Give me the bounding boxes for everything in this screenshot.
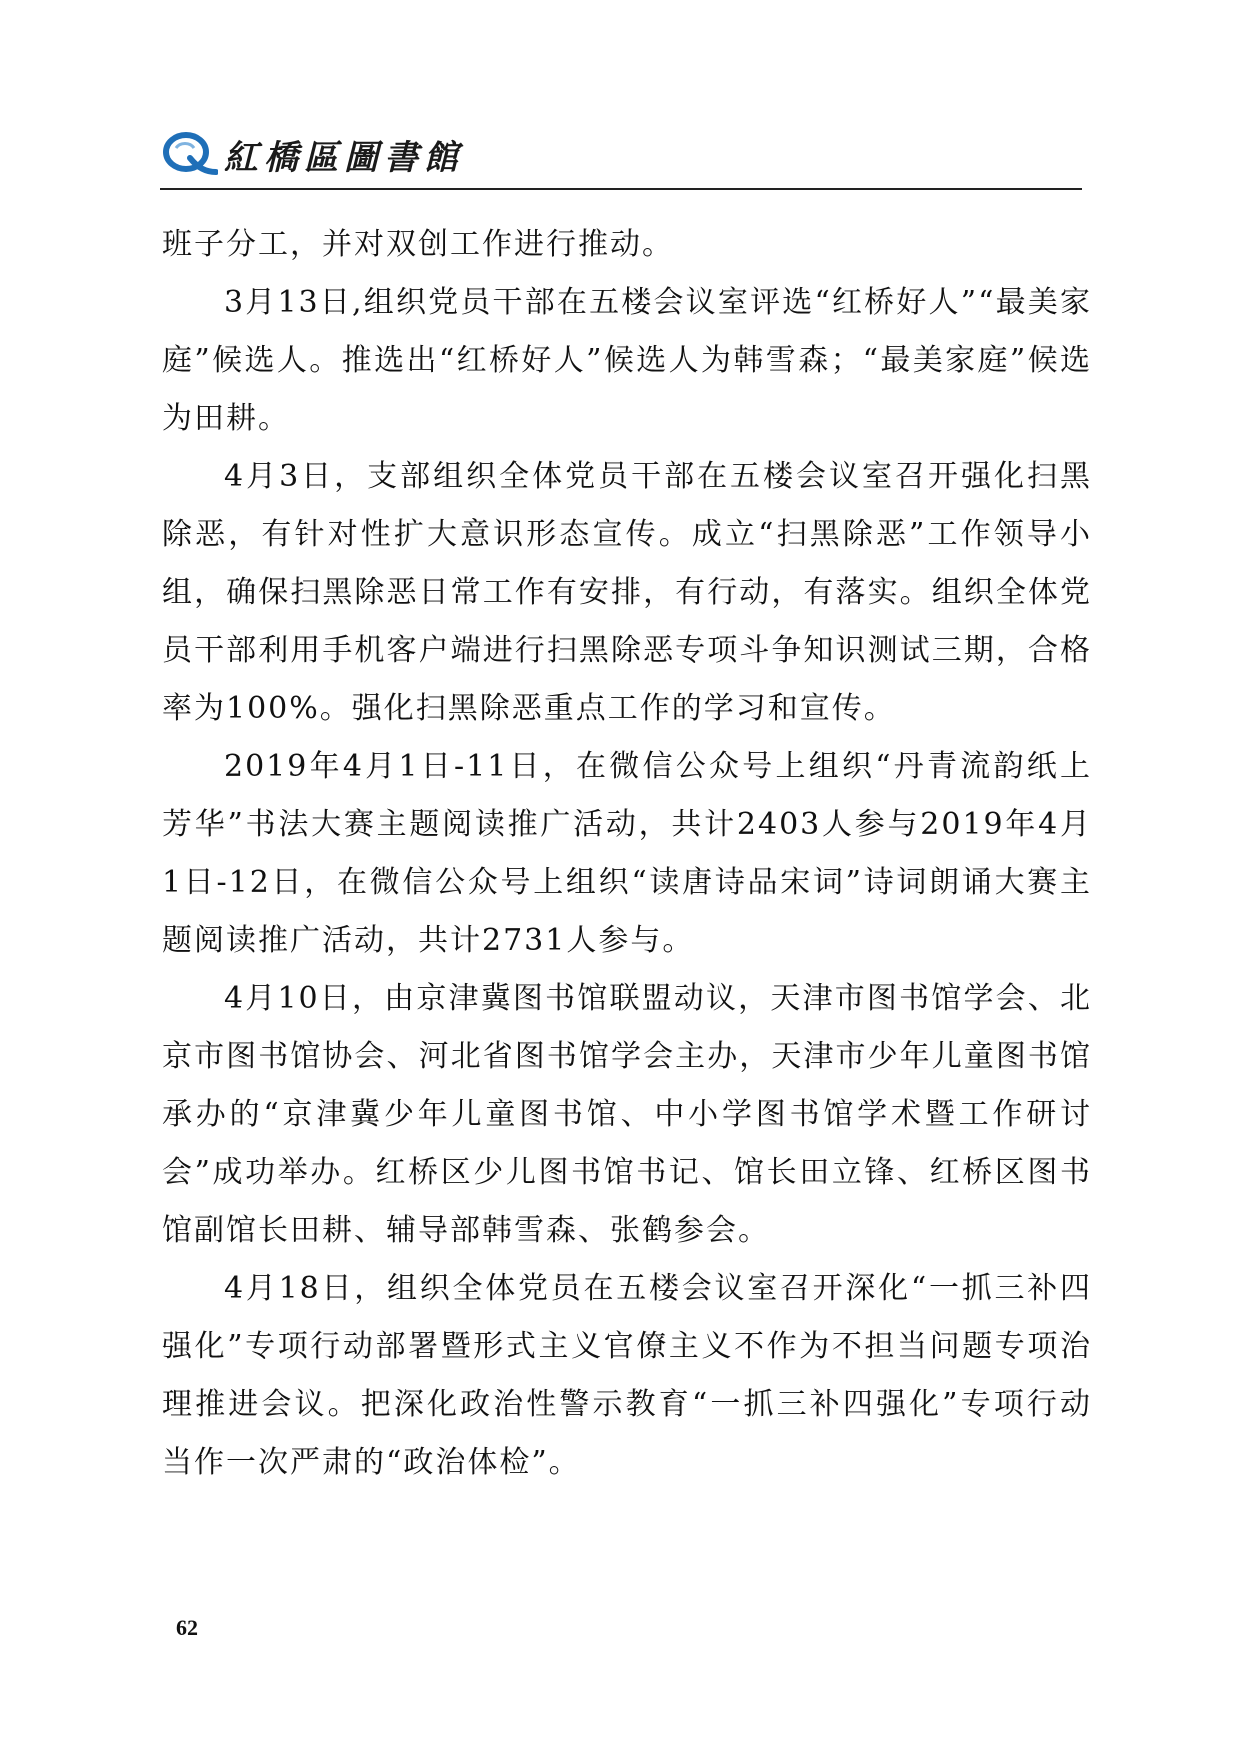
paragraph-continuation: 班子分工，并对双创工作进行推动。	[162, 227, 674, 262]
page-header	[160, 118, 1080, 190]
library-logo-icon	[160, 128, 218, 180]
paragraph-april-3: 4月3日，支部组织全体党员干部在五楼会议室召开强化扫黑除恶，有针对性扩大意识形态宣传。成立“扫黑除恶”工作领导小组，确保扫黑除恶日常工作有安排，有行动，有落实。组织全体党员干部利用手机客户端进行扫黑除恶专项斗争知识测试三期，合格率为100%。强化扫黑除恶重点工作的学习和宣传。	[162, 459, 1092, 726]
body-text	[162, 216, 1092, 1492]
page-number: 62	[176, 1615, 198, 1640]
paragraph-april-18: 4月18日，组织全体党员在五楼会议室召开深化“一抓三补四强化”专项行动部署暨形式主义官僚主义不作为不担当问题专项治理推进会议。把深化政治性警示教育“一抓三补四强化”专项行动当作一次严肃的“政治体检”。	[162, 1271, 1092, 1480]
header-divider	[160, 188, 1082, 190]
library-name: 紅橋區圖書館	[224, 138, 464, 178]
paragraph-april-1-wechat: 2019年4月1日-11日，在微信公众号上组织“丹青流韵纸上芳华”书法大赛主题阅读推广活动，共计2403人参与2019年4月1日-12日，在微信公众号上组织“读唐诗品宋词”诗词朗诵大赛主题阅读推广活动，共计2731人参与。	[162, 749, 1092, 958]
paragraph-march-13: 3月13日,组织党员干部在五楼会议室评选“红桥好人”“最美家庭”候选人。推选出“红桥好人”候选人为韩雪森；“最美家庭”候选为田耕。	[162, 285, 1092, 436]
paragraph-april-10: 4月10日，由京津冀图书馆联盟动议，天津市图书馆学会、北京市图书馆协会、河北省图书馆学会主办，天津市少年儿童图书馆承办的“京津冀少年儿童图书馆、中小学图书馆学术暨工作研讨会”成功举办。红桥区少儿图书馆书记、馆长田立锋、红桥区图书馆副馆长田耕、辅导部韩雪森、张鹤参会。	[162, 981, 1092, 1248]
